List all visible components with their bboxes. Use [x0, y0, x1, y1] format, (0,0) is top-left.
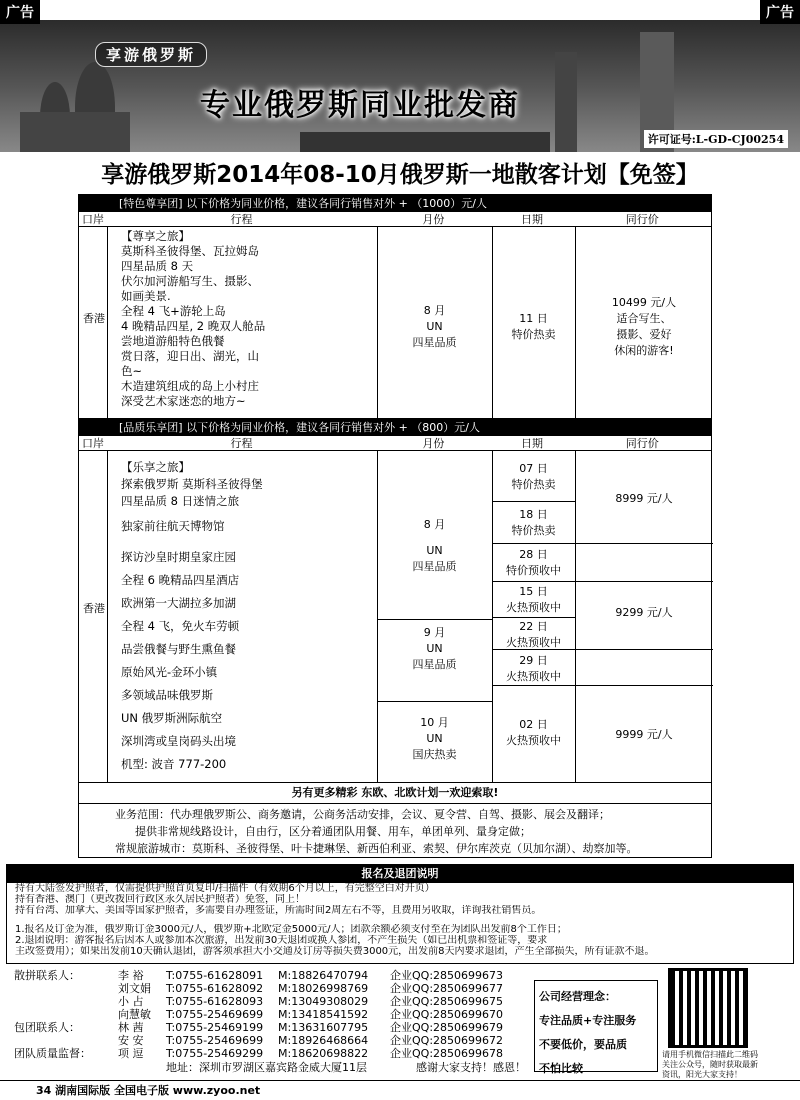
header-route: 行程 — [230, 213, 253, 226]
premium-tour-table — [78, 194, 712, 420]
header-month: 月份 — [422, 437, 445, 450]
contact-name: 安 安 — [118, 1034, 144, 1047]
route-line: 木造建筑组成的岛上小村庄 — [121, 379, 259, 393]
scope-line: 业务范围：代办理俄罗斯公、商务邀请，公商务活动安排，会议、夏令营、自驾、摄影、展会及翻译； — [115, 808, 610, 821]
price-line: 摄影、爱好 — [616, 328, 672, 341]
notice-line: 持有台湾、加拿大、美国等国家护照者，多需要自办理签证，所需时间2周左右不等，且费用另收取，详询我社销售员。 — [15, 905, 542, 916]
page-footer: 34 湖南国际版 全国电子版 www.zyoo.net — [0, 1080, 800, 1100]
contact-qq: 企业QQ:2850699672 — [390, 1034, 504, 1047]
date-line: 28 日 — [519, 548, 548, 561]
route-line: 全程 4 飞，免火车劳顿 — [121, 619, 240, 633]
port-cell — [83, 601, 105, 617]
contact-tel: T:0755-25469199 — [166, 1021, 264, 1034]
notice-line: 持有大陆签发护照者，仅需提供护照首页复印/扫描件（有效期6个月以上，有完整空白对开页） — [15, 883, 435, 894]
header-port: 口岸 — [81, 213, 104, 226]
date-line: 特价热卖 — [511, 524, 556, 537]
date-cell — [492, 547, 575, 579]
scope-line: 提供非常规线路设计，自由行，区分着通团队用餐、用车，单团单列、量身定做； — [135, 825, 531, 838]
thanks-note: 感谢大家支持！感恩！ — [416, 1061, 526, 1074]
route-line: 莫斯科圣彼得堡、瓦拉姆岛 — [121, 244, 259, 258]
month-line: 四星品质 — [412, 560, 457, 573]
header-date: 日期 — [521, 213, 544, 226]
route-line: 欧洲第一大湖拉多加湖 — [121, 596, 236, 610]
route-line: 【乐享之旅】 — [121, 460, 190, 474]
price-line: 9299 元/人 — [615, 606, 673, 619]
date-line: 15 日 — [519, 585, 548, 598]
contact-mobile: M:18620698822 — [278, 1047, 369, 1060]
route-line: 全程 4 飞+游轮上岛 — [121, 304, 226, 318]
route-line: 探访沙皇时期皇家庄园 — [121, 550, 236, 564]
company-philosophy — [534, 980, 658, 1075]
date-line: 特价热卖 — [511, 478, 556, 491]
date-line: 29 日 — [519, 654, 548, 667]
date-line: 火热预收中 — [506, 601, 561, 614]
route-line: 深圳湾或皇岗码头出境 — [121, 734, 236, 748]
route-cell — [121, 229, 375, 409]
header-month: 月份 — [422, 213, 445, 226]
route-line: 尝地道游船特色俄餐 — [121, 334, 225, 348]
month-line: UN — [426, 544, 443, 557]
premium-tour-body — [79, 227, 711, 419]
month-line: 9 月 — [423, 626, 446, 639]
port-text: 香港 — [83, 312, 105, 325]
slogan: 专业俄罗斯同业批发商 — [200, 88, 520, 123]
notice-line: 持有香港、澳门（更改拨回行政区永久居民护照者）免签，同上！ — [15, 894, 305, 905]
contact-mobile: M:13049308029 — [278, 995, 369, 1008]
contact-qq: 企业QQ:2850699670 — [390, 1008, 504, 1021]
contact-mobile: M:18926468664 — [278, 1034, 369, 1047]
route-line: 探索俄罗斯 莫斯科圣彼得堡 — [121, 477, 263, 491]
contact-tel: T:0755-25469699 — [166, 1008, 264, 1021]
date-line: 07 日 — [519, 462, 548, 475]
quality-tour-body — [79, 451, 711, 782]
contact-role: 包团联系人： — [14, 1021, 80, 1034]
contact-name: 项 逗 — [118, 1047, 144, 1060]
contact-tel: T:0755-61628093 — [166, 995, 264, 1008]
notice-line: 2.退团说明：游客报名后因本人或参加本次旅游，出发前30天退团或换人参团，不产生损失（如已出机票和签证等，要求 — [15, 935, 548, 946]
more-plans-note: 另有更多精彩 东欧、北欧计划一欢迎索取! — [78, 782, 712, 804]
month-line: 10 月 — [420, 716, 449, 729]
contact-name: 刘文娟 — [118, 982, 151, 995]
philosophy-line: 专注品质+专注服务 — [539, 1014, 637, 1027]
header-price: 同行价 — [625, 213, 659, 226]
route-line: 深受艺术家迷恋的地方~ — [121, 394, 246, 408]
skyline-shape — [300, 132, 550, 152]
date-cell — [492, 717, 575, 749]
qr-note: 请用手机微信扫描此二维码关注公众号，随时获取最新资讯，阳光大家支持！ — [662, 1050, 758, 1079]
price-line: 9999 元/人 — [615, 728, 673, 741]
date-cell — [492, 584, 575, 616]
contact-mobile: M:13631607795 — [278, 1021, 369, 1034]
route-line: 【尊享之旅】 — [121, 229, 190, 243]
month-cell — [377, 517, 492, 575]
contact-qq: 企业QQ:2850699678 — [390, 1047, 504, 1060]
contact-qq: 企业QQ:2850699677 — [390, 982, 504, 995]
month-line: UN — [426, 320, 443, 333]
contact-mobile: M:18026998769 — [278, 982, 369, 995]
philosophy-title: 公司经营理念： — [539, 990, 616, 1003]
date-cell — [492, 311, 575, 343]
header-price: 同行价 — [625, 437, 659, 450]
price-cell — [575, 295, 713, 359]
route-line: UN 俄罗斯洲际航空 — [121, 711, 223, 725]
date-line: 11 日 — [519, 312, 548, 325]
price-cell — [575, 491, 713, 507]
month-line: UN — [426, 642, 443, 655]
registration-notice — [6, 864, 794, 964]
route-line: 伏尔加河游船写生、摄影、 — [121, 274, 259, 288]
contact-qq: 企业QQ:2850699679 — [390, 1021, 504, 1034]
month-line: 国庆热卖 — [412, 748, 457, 761]
route-cell — [121, 459, 375, 773]
qr-code-icon — [668, 968, 748, 1048]
contact-name: 林 茜 — [118, 1021, 144, 1034]
month-cell — [377, 303, 492, 351]
route-line: 色~ — [121, 364, 143, 378]
contact-tel: T:0755-25469299 — [166, 1047, 264, 1060]
notice-title: 报名及退团说明 — [7, 865, 793, 883]
contact-qq: 企业QQ:2850699673 — [390, 969, 504, 982]
company-address: 地址：深圳市罗湖区嘉宾路金威大厦11层 — [166, 1061, 367, 1074]
date-cell — [492, 507, 575, 539]
route-line: 赏日落，迎日出、湖光，山 — [121, 349, 259, 363]
route-line: 品尝俄餐与野生熏鱼餐 — [121, 642, 236, 656]
route-line: 原始风光-金环小镇 — [121, 665, 218, 679]
church-tower-shape — [20, 112, 130, 152]
license-number: 许可证号:L-GD-CJ00254 — [644, 130, 788, 148]
price-line: 8999 元/人 — [615, 492, 673, 505]
contact-qq: 企业QQ:2850699675 — [390, 995, 504, 1008]
month-cell — [377, 625, 492, 673]
route-line: 多领域品味俄罗斯 — [121, 688, 213, 702]
date-line: 02 日 — [519, 718, 548, 731]
price-cell — [575, 727, 713, 743]
notice-line: 主改签费用）；如果出发前10天确认退团，游客须承担大小交通及订房等损失费3000元，出发前8天内要求退团，产生全部损失，所有证款不退。 — [15, 946, 655, 957]
date-line: 特价热卖 — [511, 328, 556, 341]
route-line: 全程 6 晚精品四星酒店 — [121, 573, 240, 587]
philosophy-line: 不怕比较 — [539, 1062, 583, 1075]
month-line: 8 月 — [423, 304, 446, 317]
month-line: UN — [426, 732, 443, 745]
quality-tour-table — [78, 418, 712, 783]
date-line: 特价预收中 — [506, 564, 561, 577]
port-cell — [83, 311, 105, 327]
route-line: 机型: 波音 777-200 — [121, 757, 227, 771]
contact-tel: T:0755-61628092 — [166, 982, 264, 995]
scope-line: 常规旅游城市：莫斯科、圣彼得堡、叶卡捷琳堡、新西伯利亚、索契、伊尔库茨克（贝加尔湖）、劫察加等。 — [115, 842, 638, 855]
price-line: 10499 元/人 — [611, 296, 677, 309]
date-line: 18 日 — [519, 508, 548, 521]
port-text: 香港 — [83, 602, 105, 615]
contact-mobile: M:13418541592 — [278, 1008, 369, 1021]
date-line: 火热预收中 — [506, 636, 561, 649]
tower-shape — [555, 52, 577, 152]
date-cell — [492, 653, 575, 685]
date-cell — [492, 461, 575, 493]
contact-tel: T:0755-61628091 — [166, 969, 264, 982]
date-line: 火热预收中 — [506, 734, 561, 747]
route-line: 如画美景. — [121, 289, 171, 303]
header-banner — [0, 20, 800, 152]
price-line: 适合写生、 — [616, 312, 672, 325]
quality-tour-bar: [品质乐享团] 以下价格为同业价格，建议各同行销售对外 + （800）元/人 — [79, 419, 711, 436]
month-line: 8 月 — [423, 518, 446, 531]
date-line: 22 日 — [519, 620, 548, 633]
contact-name: 向慧敏 — [118, 1008, 151, 1021]
notice-line: 1.报名及订金为准，俄罗斯订金3000元/人，俄罗斯+北欧定金5000元/人；团款余额必须支付至在为团队出发前8个工作日； — [15, 924, 567, 935]
brand-logo: 享游俄罗斯 — [95, 42, 207, 67]
contact-tel: T:0755-25469699 — [166, 1034, 264, 1047]
date-line: 火热预收中 — [506, 670, 561, 683]
month-line: 四星品质 — [412, 658, 457, 671]
route-line: 独家前往航天博物馆 — [121, 519, 225, 533]
contact-name: 小 占 — [118, 995, 144, 1008]
date-cell — [492, 619, 575, 651]
table-header — [79, 436, 711, 451]
philosophy-line: 不要低价，要品质 — [539, 1038, 627, 1051]
contact-mobile: M:18826470794 — [278, 969, 369, 982]
ad-tag-right: 广告 — [760, 0, 800, 24]
header-route: 行程 — [230, 437, 253, 450]
header-date: 日期 — [521, 437, 544, 450]
route-line: 4 晚精品四星, 2 晚双人舱品 — [121, 319, 266, 333]
business-scope — [78, 804, 712, 858]
page-title: 享游俄罗斯2014年08-10月俄罗斯一地散客计划【免签】 — [101, 162, 699, 188]
contact-role: 团队质量监督： — [14, 1047, 91, 1060]
premium-tour-bar: [特色尊享团] 以下价格为同业价格，建议各同行销售对外 + （1000）元/人 — [79, 195, 711, 212]
price-line: 休闲的游客! — [614, 344, 674, 357]
contact-name: 李 裕 — [118, 969, 144, 982]
price-cell — [575, 605, 713, 621]
month-line: 四星品质 — [412, 336, 457, 349]
month-cell — [377, 715, 492, 763]
contact-role: 散拼联系人： — [14, 969, 80, 982]
ad-tag-left: 广告 — [0, 0, 40, 24]
route-line: 四星品质 8 日迷情之旅 — [121, 494, 240, 508]
route-line: 四星品质 8 天 — [121, 259, 194, 273]
table-header — [79, 212, 711, 227]
header-port: 口岸 — [81, 437, 104, 450]
